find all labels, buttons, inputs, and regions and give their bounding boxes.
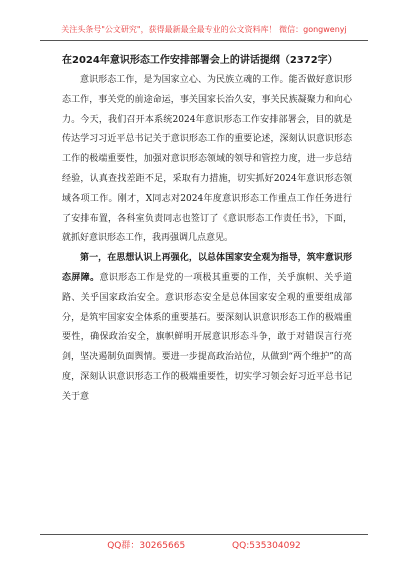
footer-qq-group: QQ群：30265665 [107,541,186,551]
paragraph-lead-heading: 第一，在思想认识上再强化，以总体国家安全观为指导，筑牢意识形态屏障。 [62,253,352,283]
paragraph-intro: 意识形态工作，是为国家立心、为民族立魂的工作。能否做好意识形态工作，事关党的前途命运，事关国家长治久安，事关民族凝聚力和向心力。今天，我们召开本系统2024年意识形态工作安排部署会，目的就是传达学习习近平总书记关于意识形态工作的重要论述，深刻认识意识形态工作的极端重要性，加强对意识形态领域的领导和管控力度，进一步总结经验，认真查找差距不足，采取有力措施，切实抓好2024年意识形态领域各项工作。刚才，X同志对2024年度意识形态工作重点工作任务进行了安排布置，各科室负责同志也签订了《意识形态工作责任书》，下面，就抓好意识形态工作，我再强调几点意见。 [62,75,352,244]
footer-qq: QQ:535304092 [232,541,301,551]
header-divider [40,40,368,41]
page-footer [40,534,368,552]
page-header: 关注头条号"公文研究"，获得最新最全最专业的公文资料库！ 微信：gongwenyj [61,25,347,34]
document-title: 在2024年意识形态工作安排部署会上的讲话提纲（2372字） [62,55,338,66]
document-body [62,51,352,408]
paragraph-body-text: 意识形态工作是党的一项极其重要的工作，关乎旗帜、关乎道路、关乎国家政治安全。意识形态安全是总体国家安全观的重要组成部分，是筑牢国家安全体系的重要基石。要深刻认识意识形态工作的极端重要性，确保政治安全，旗帜鲜明开展意识形态斗争，敢于对错误言行亮剑，坚决遏制负面舆情。要进一步提高政治站位，从做到“两个维护”的高度，深刻认识意识形态工作的极端重要性，切实学习领会好习近平总书记关于意 [62,272,352,402]
paragraph-first-point [62,249,352,407]
